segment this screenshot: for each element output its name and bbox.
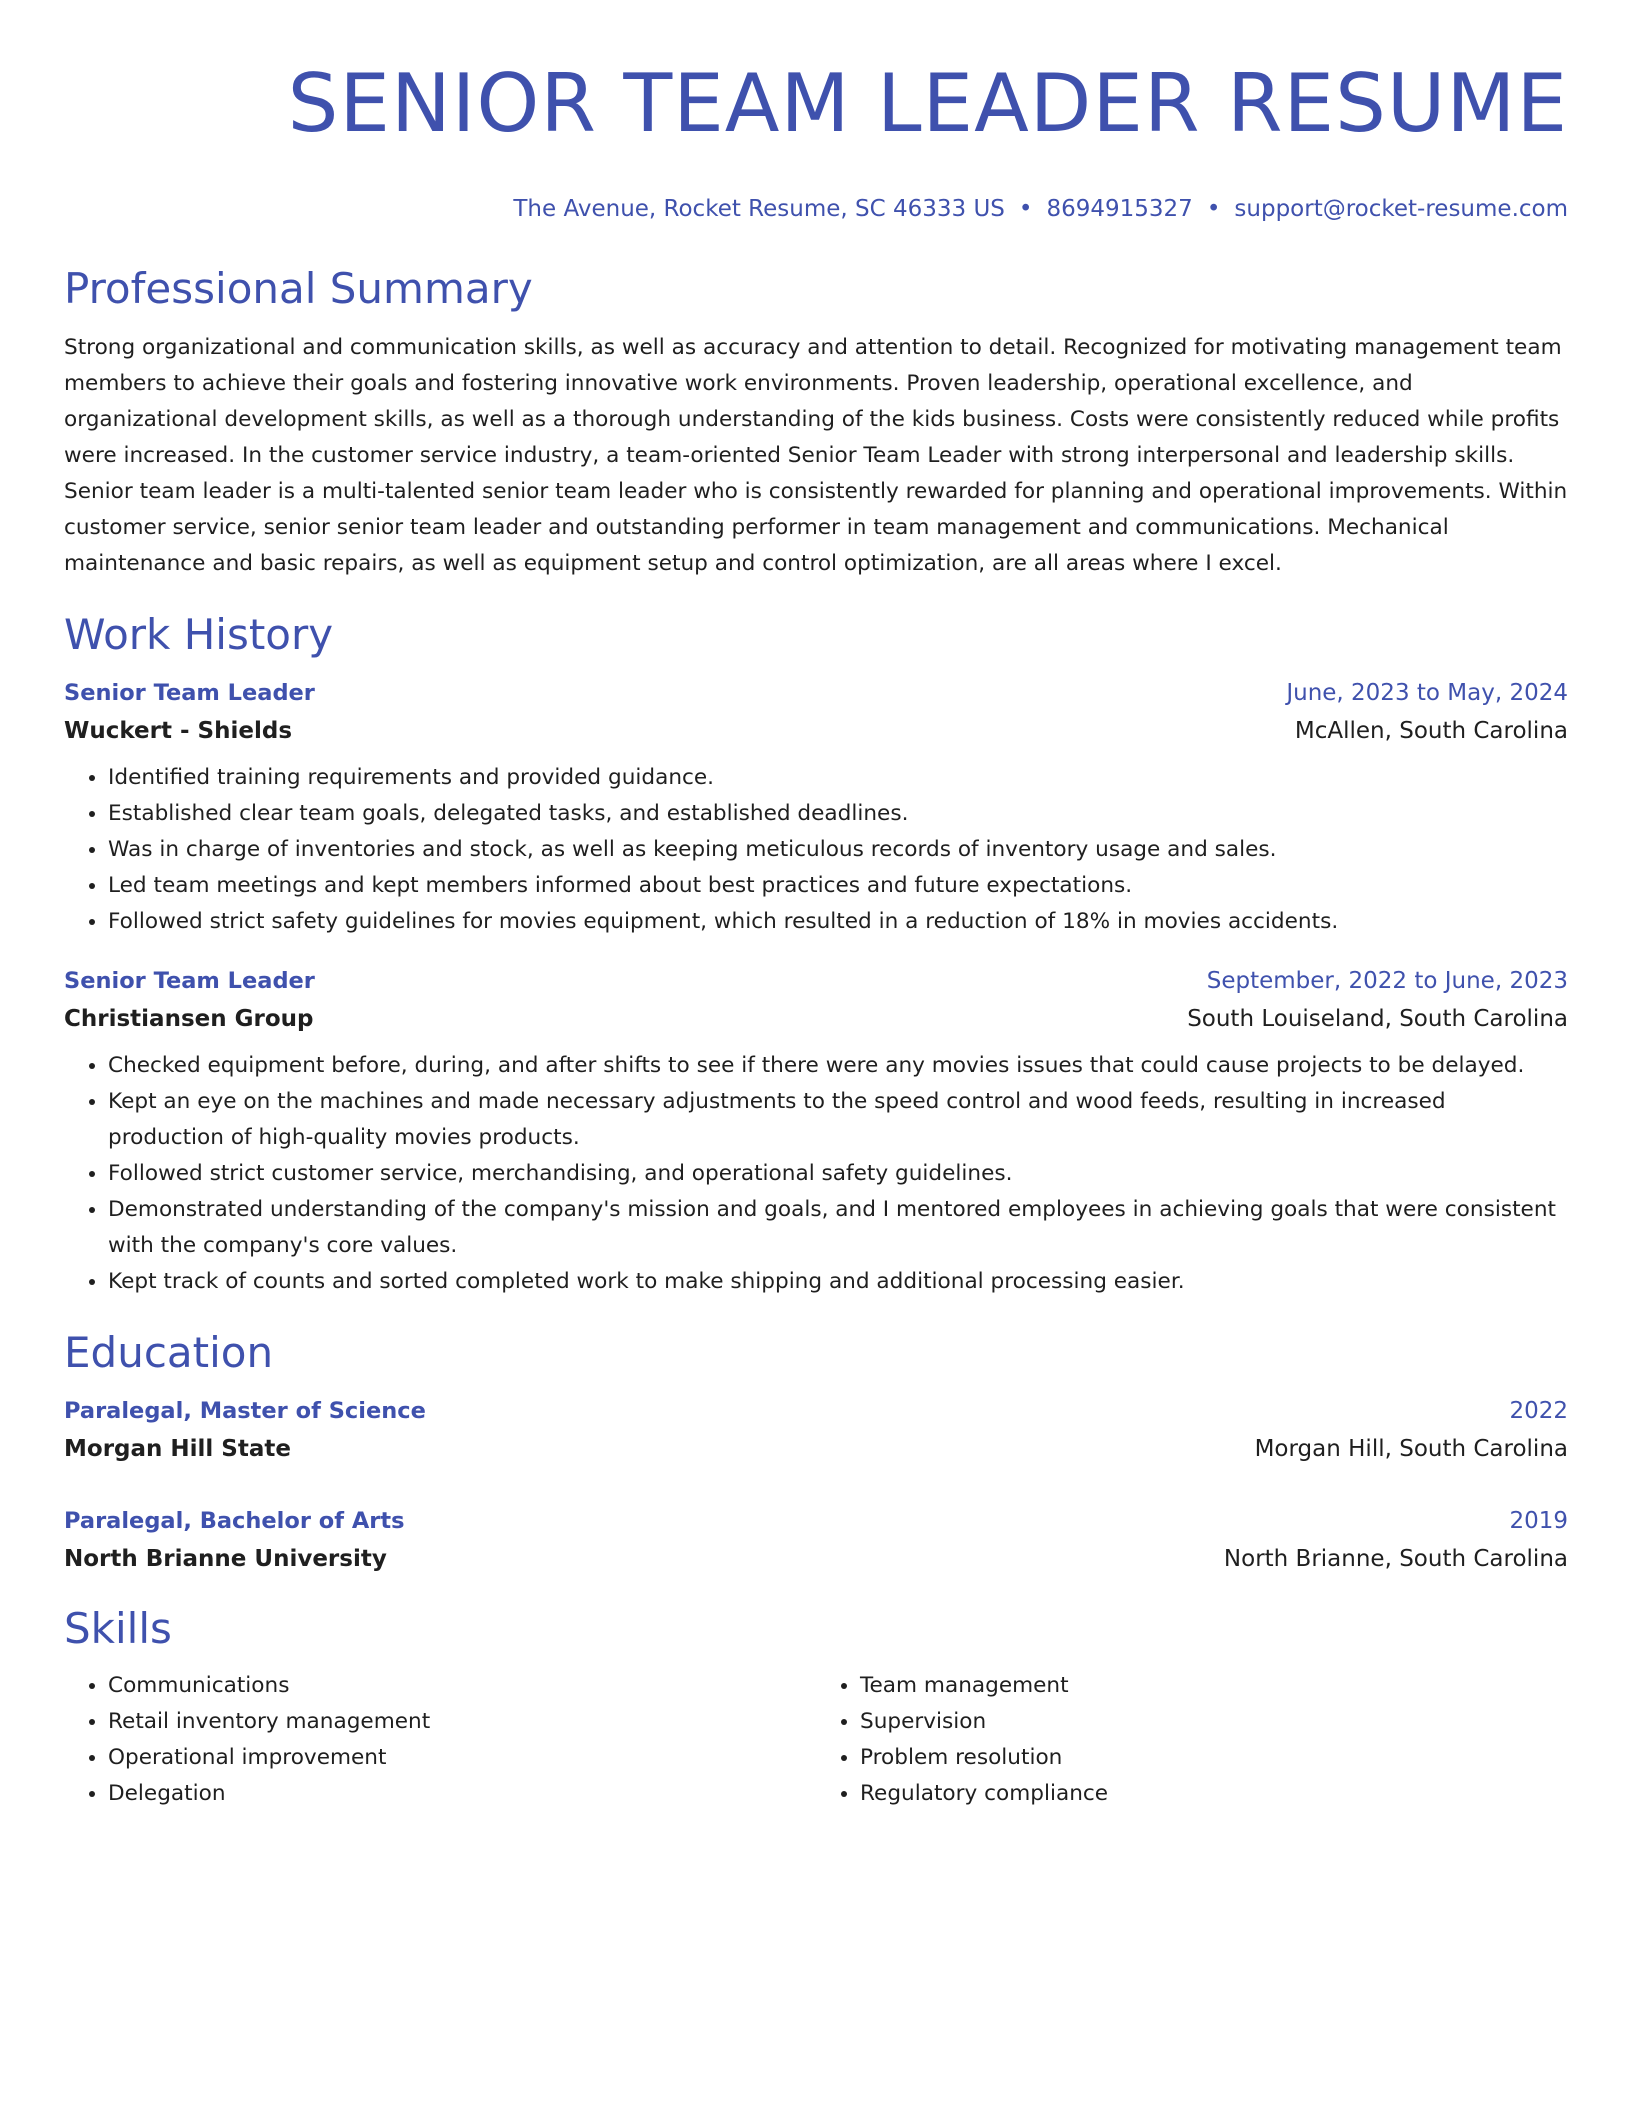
- education-school-row: [64, 1430, 1568, 1468]
- job-header-row: [64, 674, 1568, 712]
- skills-heading: Skills: [64, 1604, 172, 1653]
- skill-item: • Supervision: [860, 1704, 1568, 1740]
- contact-separator: •: [1018, 196, 1033, 222]
- education-school-row: [64, 1540, 1568, 1578]
- job-bullet: • Checked equipment before, during, and after shifts to see if there were any movies issues that could cause projects to be delayed.: [108, 1048, 1568, 1084]
- skill-item: • Communications: [108, 1668, 816, 1704]
- contact-line: [64, 194, 1568, 224]
- education-degree: Paralegal, Master of Science: [64, 1398, 426, 1424]
- education-entry: [64, 1502, 1568, 1578]
- job-role: Senior Team Leader: [64, 968, 315, 994]
- education-year: 2019: [1509, 1508, 1568, 1534]
- skills-list: [64, 1668, 1568, 1812]
- job-company-row: [64, 1000, 1568, 1038]
- job-company: Wuckert - Shields: [64, 718, 293, 744]
- education-school: North Brianne University: [64, 1546, 387, 1572]
- skills-column-left: [64, 1668, 816, 1812]
- education-location: North Brianne, South Carolina: [1223, 1546, 1568, 1572]
- job-location: McAllen, South Carolina: [1294, 718, 1568, 744]
- job-entry: [64, 674, 1568, 940]
- contact-address: The Avenue, Rocket Resume, SC 46333 US: [513, 196, 1005, 222]
- skill-item: • Team management: [860, 1668, 1568, 1704]
- skill-item: • Regulatory compliance: [860, 1776, 1568, 1812]
- job-bullet: • Identified training requirements and provided guidance.: [108, 760, 1568, 796]
- skill-item: • Problem resolution: [860, 1740, 1568, 1776]
- job-bullet: • Was in charge of inventories and stock, as well as keeping meticulous records of inventory usage and sales.: [108, 832, 1568, 868]
- job-header-row: [64, 962, 1568, 1000]
- education-entry: [64, 1392, 1568, 1468]
- job-bullet: • Led team meetings and kept members informed about best practices and future expectations.: [108, 868, 1568, 904]
- contact-separator: •: [1206, 196, 1221, 222]
- resume-title: SENIOR TEAM LEADER RESUME: [287, 57, 1568, 150]
- skills-column-right: [816, 1668, 1568, 1812]
- work-history-heading: Work History: [64, 610, 334, 659]
- job-dates: September, 2022 to June, 2023: [1206, 968, 1568, 994]
- job-bullet: • Kept track of counts and sorted completed work to make shipping and additional processing easier.: [108, 1264, 1568, 1300]
- summary-heading: Professional Summary: [64, 264, 533, 313]
- skill-item: • Delegation: [108, 1776, 816, 1812]
- job-bullet: • Established clear team goals, delegated tasks, and established deadlines.: [108, 796, 1568, 832]
- education-year: 2022: [1509, 1398, 1568, 1424]
- education-degree: Paralegal, Bachelor of Arts: [64, 1508, 405, 1534]
- job-bullet: • Followed strict safety guidelines for movies equipment, which resulted in a reduction of 18% in movies accidents.: [108, 904, 1568, 940]
- education-heading: Education: [64, 1328, 274, 1377]
- job-company: Christiansen Group: [64, 1006, 314, 1032]
- job-role: Senior Team Leader: [64, 680, 315, 706]
- job-dates: June, 2023 to May, 2024: [1286, 680, 1568, 706]
- job-bullet: • Kept an eye on the machines and made necessary adjustments to the speed control and wood feeds, resulting in increased production of high-quality movies products.: [108, 1084, 1568, 1156]
- contact-email: support@rocket-resume.com: [1234, 196, 1568, 222]
- job-entry: [64, 962, 1568, 1300]
- education-school: Morgan Hill State: [64, 1436, 291, 1462]
- job-location: South Louiseland, South Carolina: [1187, 1006, 1568, 1032]
- job-company-row: [64, 712, 1568, 750]
- job-bullet: • Followed strict customer service, merchandising, and operational safety guidelines.: [108, 1156, 1568, 1192]
- education-header-row: [64, 1392, 1568, 1430]
- contact-phone: 8694915327: [1046, 196, 1193, 222]
- job-bullet: • Demonstrated understanding of the company's mission and goals, and I mentored employees in achieving goals that were consistent with the company's core values.: [108, 1192, 1568, 1264]
- skill-item: • Retail inventory management: [108, 1704, 816, 1740]
- skill-item: • Operational improvement: [108, 1740, 816, 1776]
- job-bullets: [64, 760, 1568, 940]
- education-header-row: [64, 1502, 1568, 1540]
- job-bullets: [64, 1048, 1568, 1300]
- education-location: Morgan Hill, South Carolina: [1254, 1436, 1568, 1462]
- summary-text: Strong organizational and communication skills, as well as accuracy and attention to detail. Recognized for motivating management team members to achieve their goals and fostering innovative work environments. Proven leadership, operational excellence, and organizational development skills, as well as a thorough understanding of the kids business. Costs were consistently reduced while profits were increased. In the customer service industry, a team-oriented Senior Team Leader with strong interpersonal and leadership skills. Senior team leader is a multi-talented senior team leader who is consistently rewarded for planning and operational improvements. Within customer service, senior senior team leader and outstanding performer in team management and communications. Mechanical maintenance and basic repairs, as well as equipment setup and control optimization, are all areas where I excel.: [64, 335, 1568, 576]
